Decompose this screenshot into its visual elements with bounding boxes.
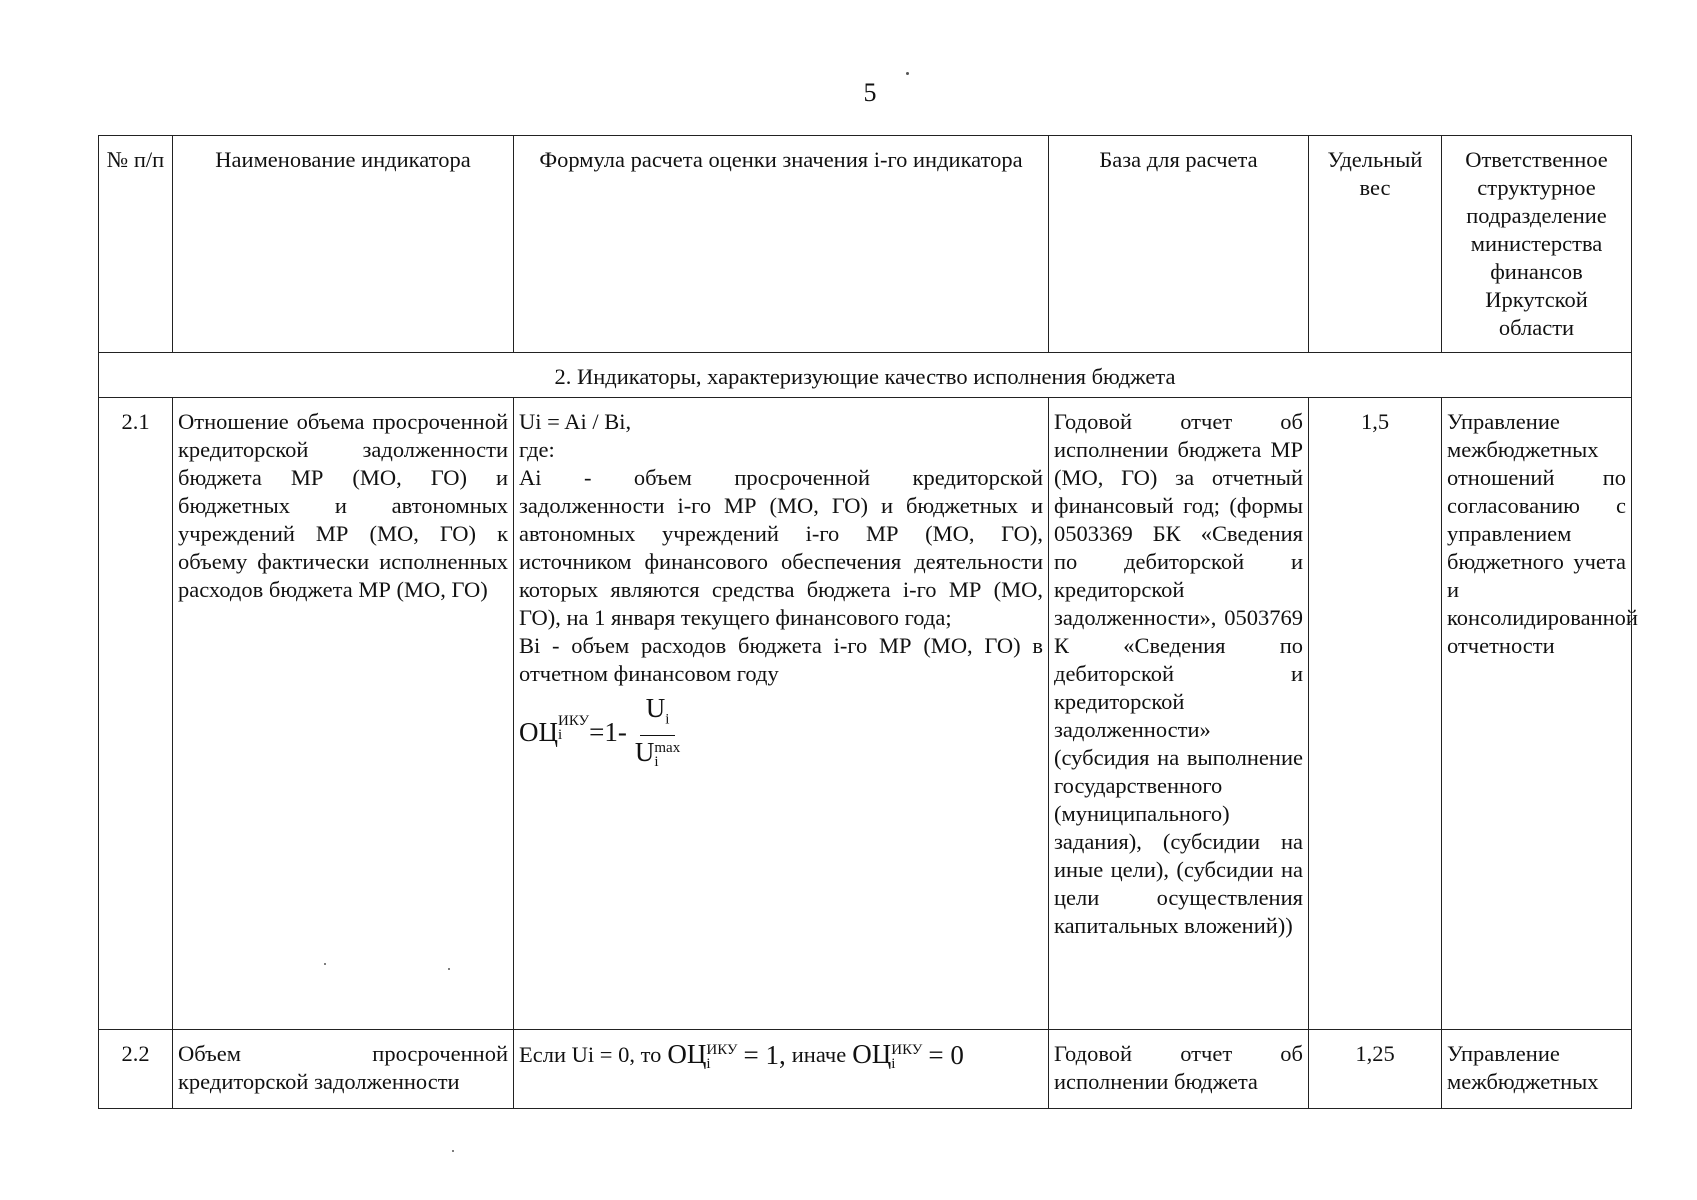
fraction-numerator: U [645,693,666,723]
header-number: № п/п [99,136,173,353]
formula-line: Bi - объем расходов бюджета i-го МР (МО, ГО) в отчетном финансовом году [519,633,1043,686]
score-formula [519,694,1043,769]
header-weight: Удельный вес [1309,136,1442,353]
formula-cell [514,1030,1049,1109]
formula-else: иначе [791,1042,847,1068]
header-base: База для расчета [1049,136,1309,353]
header-indicator-name: Наименование индикатора [173,136,514,353]
formula-equals: = 0 [928,1040,964,1071]
formula-term: ОЦ [667,1039,707,1069]
base-cell: Годовой отчет об исполнении бюджета МР (МО, ГО) за отчетный финансовый год; (формы 0503369 БК «Сведения по дебиторской и кредиторской задолженности», 0503769 К «Сведения по дебиторской и кредиторской задолженности» (субсидия на выполнение государственного (муниципального) задания), (субсидии на иные цели), (субсидии на цели осуществления капитальных вложений)) [1049,398,1309,1030]
responsible-cell: Управление межбюджетных [1442,1030,1632,1109]
indicator-table [98,135,1638,1109]
formula-lhs-sub: i [558,726,563,743]
numerator-sub: i [665,711,670,728]
formula-fraction [629,694,686,769]
formula-term-sup: ИКУ [706,1041,738,1058]
formula-condition: Если Ui = 0, то [519,1042,662,1068]
denominator-sup: max [654,740,681,757]
indicator-name: Отношение объема просроченной кредиторской задолженности бюджета МР (МО, ГО) и бюджетных и автономных учреждений МР (МО, ГО) к объему фактически исполненных расходов бюджета МР (МО, ГО) [173,398,514,1030]
responsible-cell: Управление межбюджетных отношений по согласованию с управлением бюджетного учета и консолидированной отчетности [1442,398,1632,1030]
formula-line: Ui = Ai / Bi, [519,409,632,434]
formula-term-sub: i [891,1055,896,1072]
row-number: 2.2 [99,1030,173,1109]
formula-term-sub: i [706,1055,711,1072]
conditional-formula [519,1040,1043,1071]
formula-mid: =1- [589,716,627,747]
weight-cell: 1,25 [1309,1030,1442,1109]
formula-term: ОЦ [852,1039,892,1069]
formula-equals: = 1, [743,1040,786,1071]
denominator-sub: i [654,754,659,771]
formula-term-sup: ИКУ [891,1041,923,1058]
formula-line: где: [519,437,555,462]
formula-lhs-sup: ИКУ [558,712,590,729]
base-cell: Годовой отчет об исполнении бюджета [1049,1030,1309,1109]
table-header-row [99,136,1632,353]
section-title: 2. Индикаторы, характеризующие качество исполнения бюджета [99,353,1632,398]
scan-speck [452,1150,454,1152]
formula-lhs: ОЦ [519,716,558,747]
section-row [99,353,1632,398]
indicator-name: Объем просроченной кредиторской задолженности [173,1030,514,1109]
row-number: 2.1 [99,398,173,1030]
formula-line: Ai - объем просроченной кредиторской задолженности i-го МР (МО, ГО) и бюджетных и автономных учреждений i-го МР (МО, ГО), источником финансового обеспечения деятельности которых являются средства бюджета i-го МР (МО, ГО), на 1 января текущего финансового года; [519,465,1043,630]
formula-cell [514,398,1049,1030]
weight-cell: 1,5 [1309,398,1442,1030]
header-responsible: Ответственное структурное подразделение министерства финансов Иркутской области [1442,136,1632,353]
fraction-denominator: U [634,737,655,768]
table-row [99,398,1632,1030]
table-row [99,1030,1632,1109]
scan-speck [906,72,909,75]
header-formula: Формула расчета оценки значения i-го индикатора [514,136,1049,353]
page-number: 5 [863,78,877,107]
